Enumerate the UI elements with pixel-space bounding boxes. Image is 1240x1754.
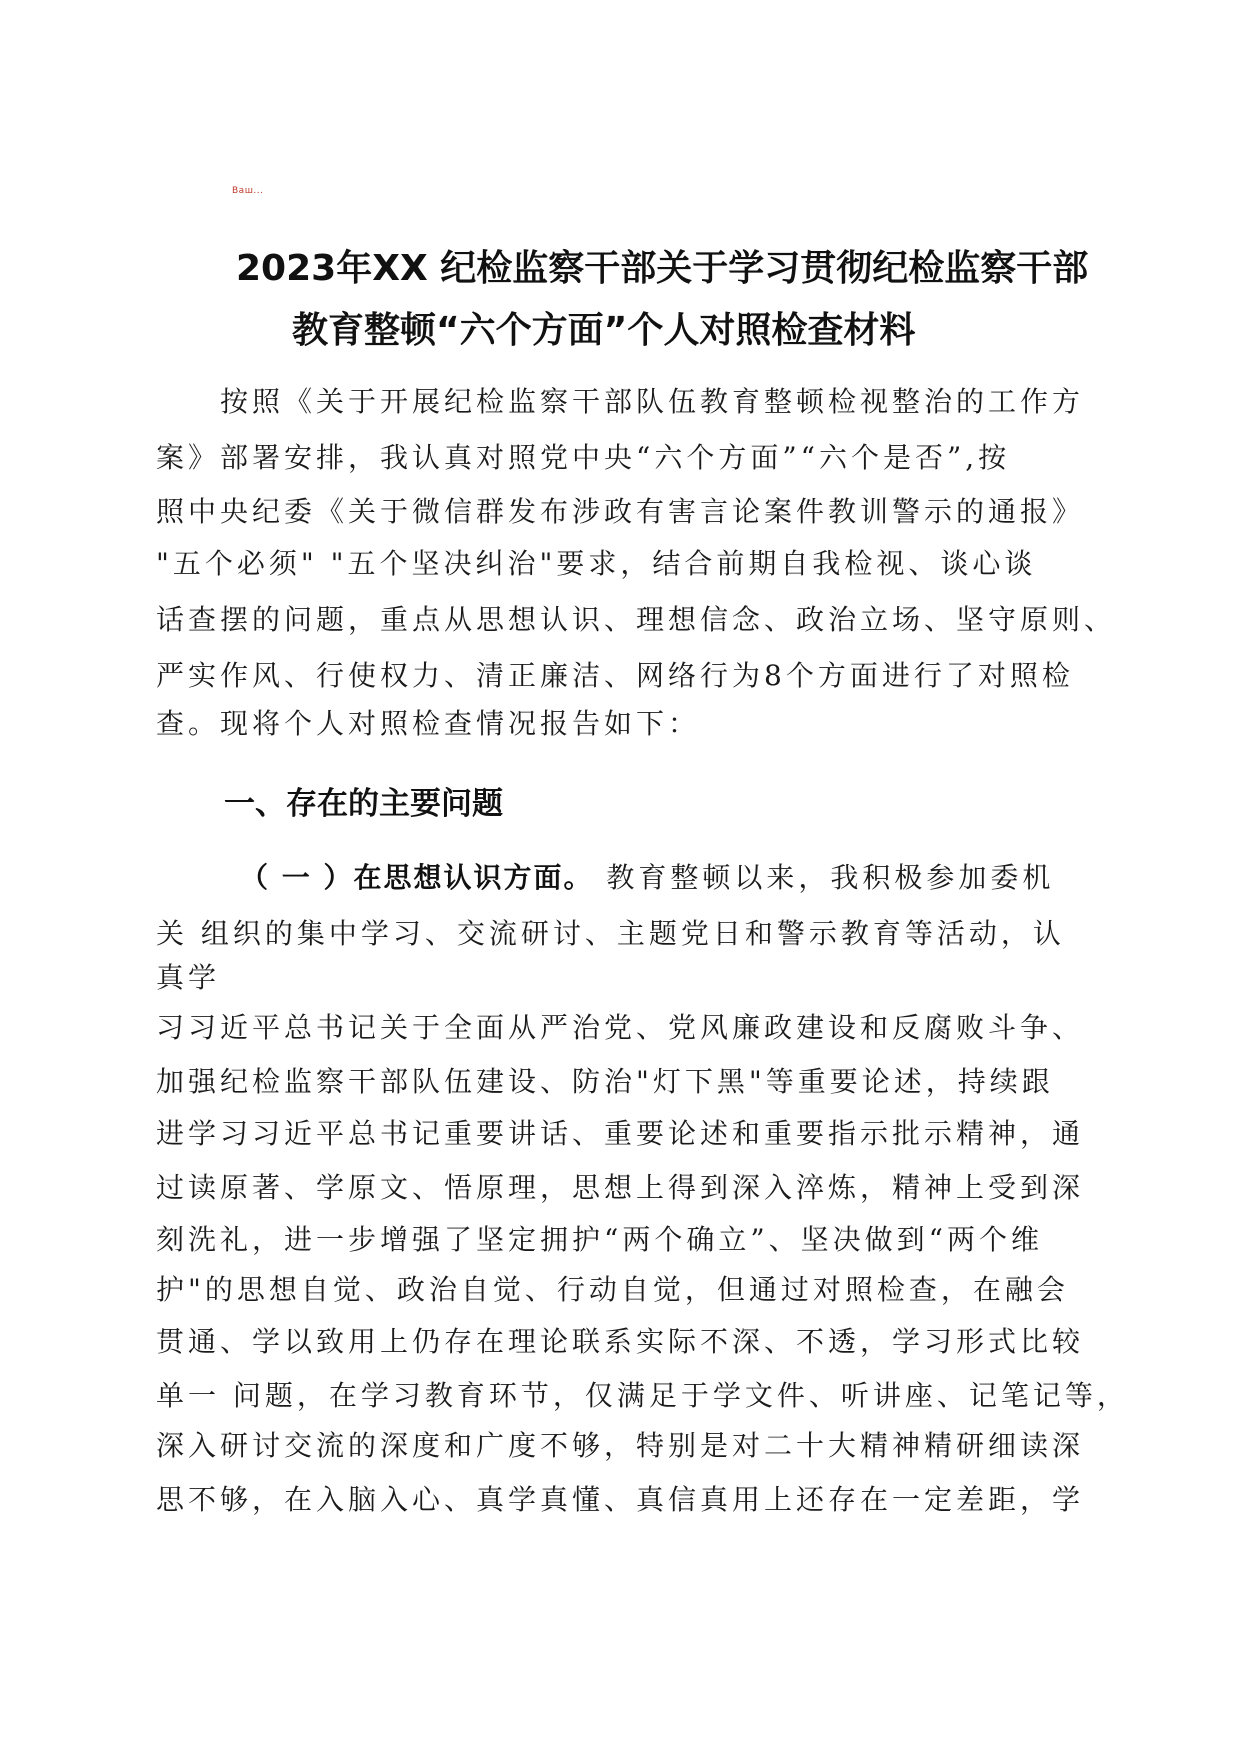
subsection-line: 加强纪检监察干部队伍建设、防治"灯下黑"等重要论述，持续跟: [156, 1065, 1054, 1098]
document-title-line-2: 教育整顿“六个方面”个人对照检查材料: [292, 310, 916, 351]
intro-line: 照中央纪委《关于微信群发布涉政有害言论案件教训警示的通报》: [156, 495, 1085, 528]
intro-line: 按照《关于开展纪检监察干部队伍教育整顿检视整治的工作方: [220, 385, 1085, 418]
subsection-line: 贯通、学以致用上仍存在理论联系实际不深、不透，学习形式比较: [156, 1325, 1085, 1358]
subsection-line: 刻洗礼，进一步增强了坚定拥护“两个确立”、坚决做到“两个维: [156, 1223, 1043, 1256]
subsection-first-line: [240, 860, 1054, 896]
subsection-line: 深入研讨交流的深度和广度不够，特别是对二十大精神精研细读深: [156, 1429, 1085, 1462]
subsection-line: 过读原著、学原文、悟原理，思想上得到深入淬炼，精神上受到深: [156, 1171, 1085, 1204]
intro-line: 严实作风、行使权力、清正廉洁、网络行为8个方面进行了对照检: [156, 659, 1074, 692]
subsection-line: 关 组织的集中学习、交流研讨、主题党日和警示教育等活动，认: [156, 917, 1065, 950]
intro-line: 查。现将个人对照检查情况报告如下：: [156, 707, 701, 740]
subsection-line: 真学: [156, 961, 221, 994]
intro-line: 案》部署安排，我认真对照党中央“六个方面”“六个是否”,按: [156, 441, 1011, 474]
header-mark: Ваш...: [232, 186, 264, 196]
section-heading: 一、存在的主要问题: [224, 786, 503, 822]
intro-line: 话查摆的问题，重点从思想认识、理想信念、政治立场、坚守原则、: [156, 603, 1117, 636]
document-title-line-1: 2023年XX 纪检监察干部关于学习贯彻纪检监察干部: [236, 248, 1089, 289]
subsection-line: 习习近平总书记关于全面从严治党、党风廉政建设和反腐败斗争、: [156, 1011, 1085, 1044]
subsection-line: 进学习习近平总书记重要讲话、重要论述和重要指示批示精神，通: [156, 1117, 1085, 1150]
subsection-line: 思不够，在入脑入心、真学真懂、真信真用上还存在一定差距，学: [156, 1483, 1085, 1516]
subsection-line: 单一 问题，在学习教育环节，仅满足于学文件、听讲座、记笔记等，: [156, 1379, 1129, 1412]
subsection-title: （ 一 ）在思想认识方面。: [240, 861, 594, 894]
intro-line: "五个必须" "五个坚决纠治"要求，结合前期自我检视、谈心谈: [156, 547, 1037, 580]
subsection-first-line-text: 教育整顿以来，我积极参加委机: [593, 861, 1055, 894]
subsection-line: 护"的思想自觉、政治自觉、行动自觉，但通过对照检查，在融会: [156, 1273, 1069, 1306]
